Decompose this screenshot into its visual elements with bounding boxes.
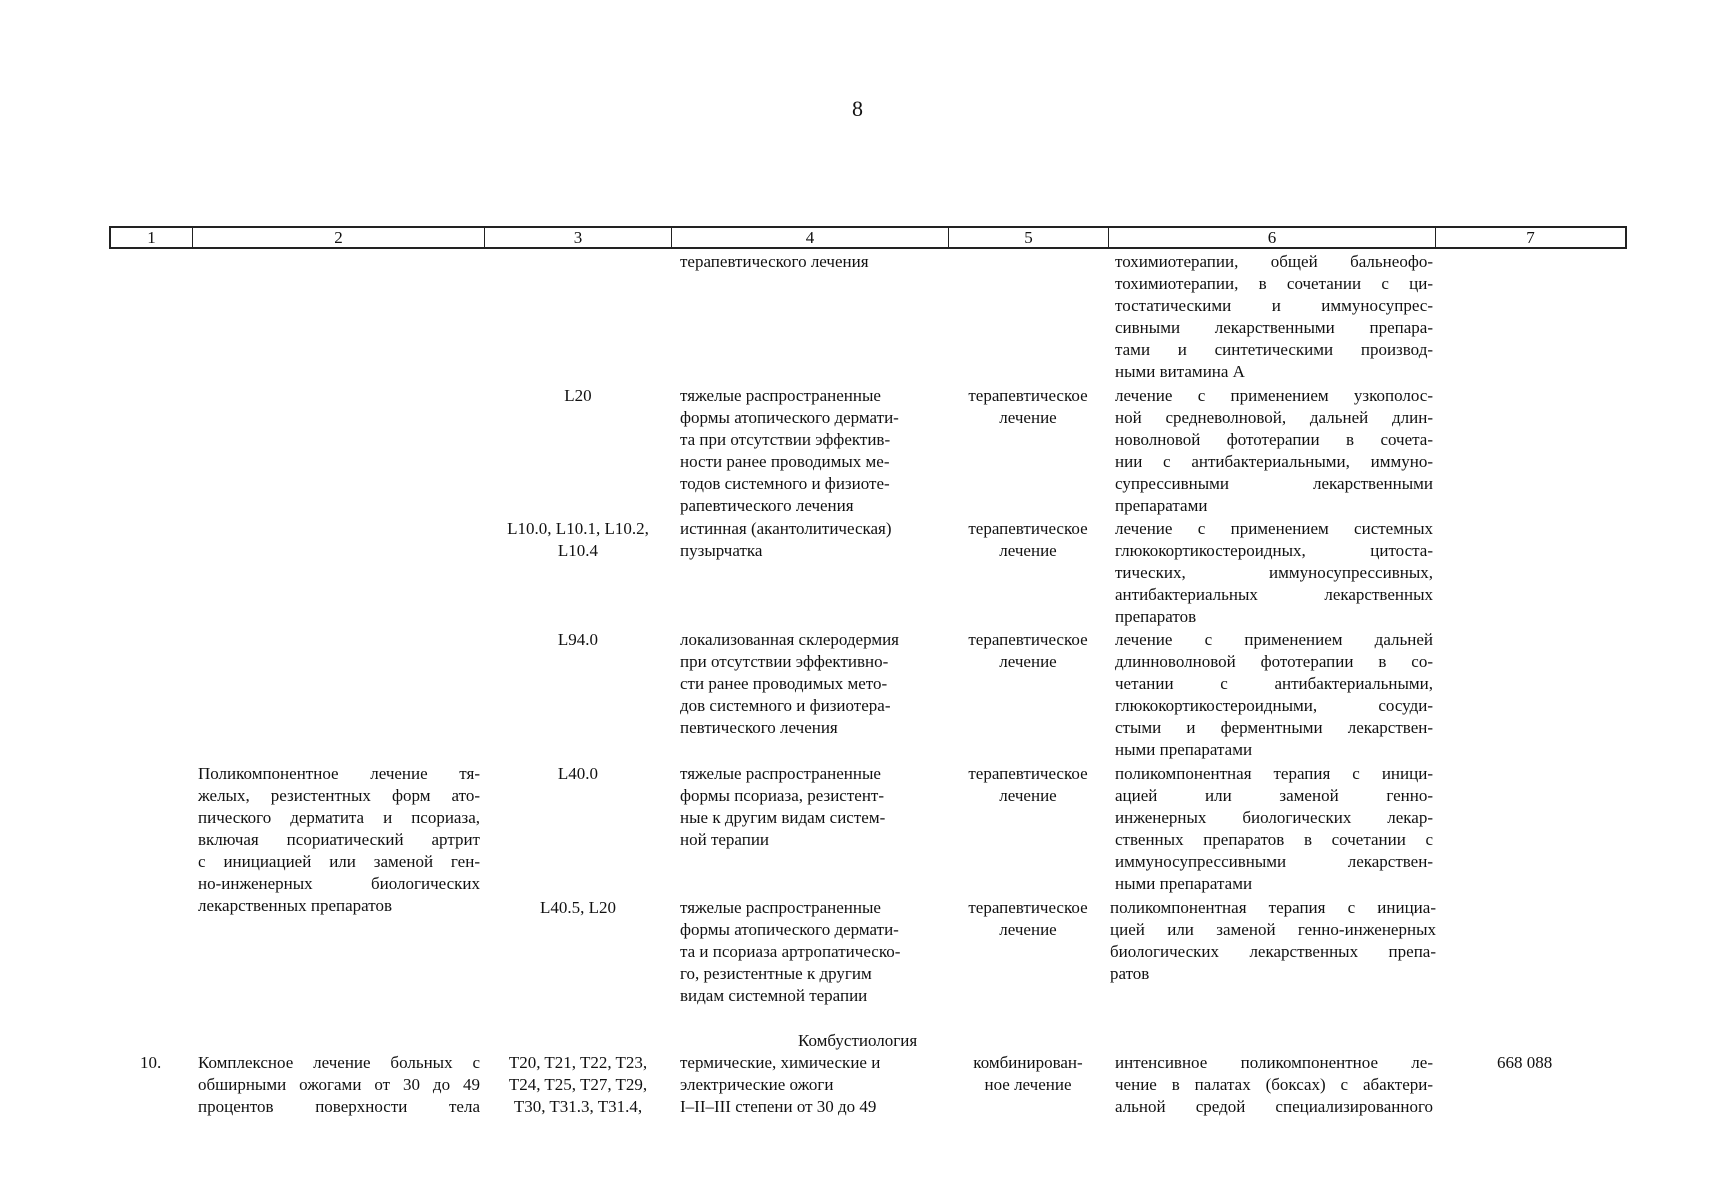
header-col-2: 2 [193,228,485,247]
table-row-diagnosis: тяжелые распространенные формы атопического дермати- та и псориаза артропатическо- го, резистентные к другим видам системной терапии [680,898,901,1005]
row-method: интенсивное поликомпонентное ле- чение в палатах (боксах) с абактери- альной средой специализированного [1115,1053,1433,1116]
table-row-treatment-type: терапевтическое лечение [968,519,1088,560]
table-header [109,226,1627,249]
continuation-col4: терапевтического лечения [680,252,869,271]
table-row-method: лечение с применением узкополос- ной средневолновой, дальней длин- новолновой фототерапии в сочета- нии с антибактериальными, иммуно- супрессивными лекарственными препаратами [1115,386,1433,515]
header-col-7: 7 [1526,228,1535,247]
table-row-treatment-type: терапевтическое лечение [968,898,1088,939]
page-number: 8 [852,96,863,121]
table-row-code: L40.5, L20 [539,898,617,917]
table-row-diagnosis: локализованная склеродермия при отсутствии эффективно- сти ранее проводимых мето- дов системного и физиотера- певтического лечения [680,630,899,737]
header-col-3: 3 [485,228,672,247]
table-row-diagnosis: истинная (акантолитическая) пузырчатка [680,519,892,560]
table-row-code: L10.0, L10.1, L10.2, L10.4 [507,519,649,560]
header-col-6: 6 [1109,228,1436,247]
row-codes: T20, T21, T22, T23, T24, T25, T27, T29, T30, T31.3, T31.4, [508,1053,648,1116]
row-treatment-type: комбинирован- ное лечение [973,1053,1083,1094]
table-row-treatment-type: терапевтическое лечение [968,386,1088,427]
row-cost: 668 088 [1497,1053,1553,1072]
header-col-5: 5 [949,228,1109,247]
row-name: Комплексное лечение больных с обширными ожогами от 30 до 49 процентов поверхности тела [198,1053,480,1116]
table-row-code: L20 [564,386,592,405]
table-row-code: L40.0 [557,764,599,783]
continuation-col6: тохимиотерапии, общей бальнеофо- тохимиотерапии, в сочетании с ци- тостатическими и иммуносупрес- сивными лекарственными препара- тами и синтетическими производ- ными витамина А [1115,252,1433,381]
section-title: Комбустиология [798,1031,918,1050]
table-row-method: лечение с применением дальней длинноволновой фототерапии в со- четании с антибактериальными, глюкокортикостероидными, сосуди- стыми и ферментными лекарствен- ными препаратами [1115,630,1433,759]
header-col-4: 4 [672,228,949,247]
header-col-1: 1 [111,228,193,247]
table-row-method: лечение с применением системных глюкокортикостероидных, цитоста- тических, иммуносупрессивных, антибактериальных лекарственных препаратов [1115,519,1433,626]
table-row-treatment-type: терапевтическое лечение [968,764,1088,805]
table-row-code: L94.0 [557,630,599,649]
row-diagnosis: термические, химические и электрические ожоги I–II–III степени от 30 до 49 [680,1053,881,1116]
table-row-method: поликомпонентная терапия с инициа- цией или заменой генно-инженерных биологических лекарственных препа- ратов [1110,898,1436,983]
table-row-treatment-type: терапевтическое лечение [968,630,1088,671]
row-number: 10. [140,1053,162,1072]
table-row-diagnosis: тяжелые распространенные формы атопического дермати- та при отсутствии эффектив- ности ранее проводимых ме- тодов системного и физиоте- рапевтического лечения [680,386,899,515]
group-name: Поликомпонентное лечение тя- желых, резистентных форм ато- пического дерматита и псориаза, включая псориатический артрит с инициацией или заменой ген- но-инженерных биологических лекарственных препаратов [198,764,480,915]
table-row-method: поликомпонентная терапия с иници- ацией или заменой генно- инженерных биологических лекар- ственных препаратов в сочетании с иммуносупрессивными лекарствен- ными препаратами [1115,764,1433,893]
table-row-diagnosis: тяжелые распространенные формы псориаза, резистент- ные к другим видам систем- ной терапии [680,764,886,849]
